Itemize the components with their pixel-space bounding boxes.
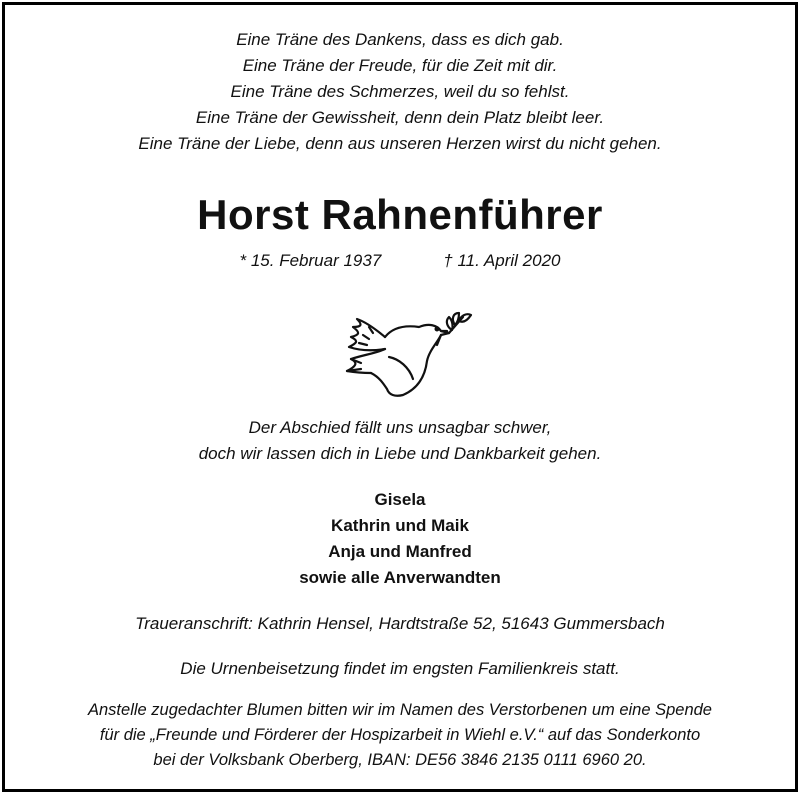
burial-notice: Die Urnenbeisetzung findet im engsten Familienkreis statt. xyxy=(180,659,620,678)
farewell-line: Der Abschied fällt uns unsagbar schwer, xyxy=(248,418,552,437)
farewell-line: doch wir lassen dich in Liebe und Dankbarkeit gehen. xyxy=(198,444,602,463)
poem-line: Eine Träne der Freude, für die Zeit mit dir. xyxy=(242,56,558,75)
deceased-name: Horst Rahnenführer xyxy=(197,191,603,238)
mourners-list xyxy=(5,487,795,591)
poem-line: Eine Träne der Gewissheit, denn dein Platz bleibt leer. xyxy=(195,108,605,127)
mourner-name: Kathrin und Maik xyxy=(331,516,469,535)
mourner-name: sowie alle Anverwandten xyxy=(299,568,501,587)
obituary-notice xyxy=(2,2,798,792)
poem-line: Eine Träne des Dankens, dass es dich gab. xyxy=(236,30,564,49)
mourner-name: Anja und Manfred xyxy=(328,542,472,561)
mourner-name: Gisela xyxy=(374,490,426,509)
farewell-text xyxy=(5,415,795,467)
donation-line: bei der Volksbank Oberberg, IBAN: DE56 3846 2135 0111 6960 20. xyxy=(153,751,647,769)
donation-line: Anstelle zugedachter Blumen bitten wir im Namen des Verstorbenen um eine Spende xyxy=(88,701,712,719)
poem xyxy=(5,27,795,157)
donation-line: für die „Freunde und Förderer der Hospizarbeit in Wiehl e.V.“ auf das Sonderkonto xyxy=(99,726,701,744)
poem-line: Eine Träne des Schmerzes, weil du so fehlst. xyxy=(230,82,570,101)
poem-line: Eine Träne der Liebe, denn aus unseren Herzen wirst du nicht gehen. xyxy=(138,134,662,153)
mourning-address: Traueranschrift: Kathrin Hensel, Hardtstraße 52, 51643 Gummersbach xyxy=(135,614,665,633)
death-date: † 11. April 2020 xyxy=(443,251,561,270)
life-dates xyxy=(5,251,795,271)
donation-request xyxy=(5,698,795,773)
dove-with-olive-branch-icon xyxy=(333,297,483,407)
birth-date: * 15. Februar 1937 xyxy=(239,251,382,270)
